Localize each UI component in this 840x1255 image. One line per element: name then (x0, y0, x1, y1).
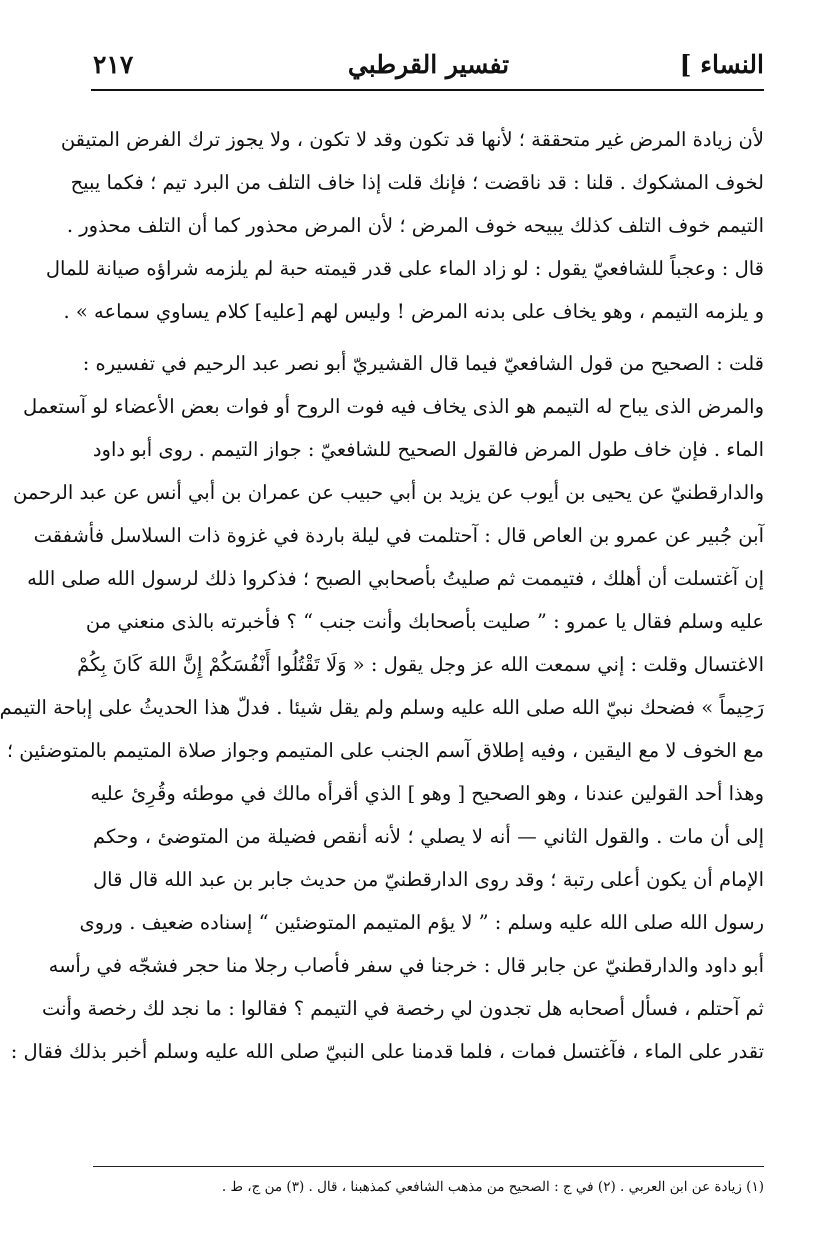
text-line: ثم آحتلم ، فسأل أصحابه هل تجدون لي رخصة في التيمم ؟ فقالوا : ما نجد لك رخصة وأنت (41, 997, 764, 1020)
text-line: الإمام أن يكون أعلى رتبة ؛ وقد روى الدارقطنيّ من حديث جابر بن عبد الله قال قال (93, 868, 764, 891)
footnotes: (١) زيادة عن ابن العربي . (٢) في ج : الصحيح من مذهب الشافعي كمذهبنا ، قال . (٣) من ج، ط . (221, 1179, 764, 1195)
text-line: الاغتسال وقلت : إني سمعت الله عز وجل يقول : « وَلَا تَقْتُلُوا أَنْفُسَكُمْ إِنَّ اللهَ كَانَ بِكُمْ (77, 653, 764, 676)
text-line: قال : وعجباً للشافعيّ يقول : لو زاد الماء على قدر قيمته حبة لم يلزمه شراؤه صيانة للمال (45, 257, 764, 280)
paragraph-gap (93, 333, 764, 342)
page-header (93, 40, 764, 90)
text-line: عليه وسلم فقال يا عمرو : ” صليت بأصحابك وأنت جنب “ ؟ فأخبرته بالذى منعني من (85, 610, 764, 633)
header-rule (91, 89, 764, 91)
text-line: والمرض الذى يباح له التيمم هو الذى يخاف فيه فوت الروح أو فوات بعض الأعضاء لو آستعمل (23, 395, 764, 418)
text-line: و يلزمه التيمم ، وهو يخاف على بدنه المرض ! وليس لهم [عليه] كلام يساوي سماعه » . (63, 300, 764, 323)
surah-name: النساء ] (679, 50, 764, 79)
text-line: آبن جُبير عن عمرو بن العاص قال : آحتلمت في ليلة باردة في غزوة ذات السلاسل فأشفقت (33, 524, 764, 547)
text-line: الماء . فإن خاف طول المرض فالقول الصحيح للشافعيّ : جواز التيمم . روى أبو داود (92, 438, 764, 461)
text-line: تقدر على الماء ، فآغتسل فمات ، فلما قدمنا على النبيّ صلى الله عليه وسلم أخبر بذلك فقال : (10, 1040, 764, 1063)
text-line: رسول الله صلى الله عليه وسلم : ” لا يؤم المتيمم المتوضئين “ إسناده ضعيف . وروى (79, 911, 764, 934)
book-title: تفسير القرطبي (347, 50, 510, 79)
footnote-rule (93, 1166, 764, 1167)
text-line: إن آغتسلت أن أهلك ، فتيممت ثم صليتُ بأصحابي الصبح ؛ فذكروا ذلك لرسول الله صلى الله (27, 567, 764, 590)
main-text (0, 118, 764, 1073)
text-line: إلى أن مات . والقول الثاني — أنه لا يصلي ؛ لأنه أنقص فضيلة من المتوضئ ، وحكم (93, 825, 764, 848)
text-line: قلت : الصحيح من قول الشافعيّ فيما قال القشيريّ أبو نصر عبد الرحيم في تفسيره : (82, 352, 764, 375)
text-line: وهذا أحد القولين عندنا ، وهو الصحيح [ وهو ] الذي أقرأه مالك في موطئه وقُرِئ عليه (90, 782, 764, 805)
page-number: ٢١٧ (93, 50, 134, 79)
text-line: مع الخوف لا مع اليقين ، وفيه إطلاق آسم الجنب على المتيمم وجواز صلاة المتيمم بالمتوضئين ؛ (6, 739, 764, 762)
text-line: لخوف المشكوك . قلنا : قد ناقضت ؛ فإنك قلت إذا خاف التلف من البرد تيم ؛ فكما يبيح (70, 171, 764, 194)
text-line: التيمم خوف التلف كذلك يبيحه خوف المرض ؛ لأن المرض محذور كما أن التلف محذور . (66, 214, 764, 237)
text-line: رَحِيماً » فضحك نبيّ الله صلى الله عليه وسلم ولم يقل شيئا . فدلّ هذا الحديثُ على إباحة التيمم (0, 696, 764, 719)
text-line: والدارقطنيّ عن يحيى بن أيوب عن يزيد بن أبي حبيب عن عمران بن أبي أنس عن عبد الرحمن (12, 481, 764, 504)
text-line: لأن زيادة المرض غير متحققة ؛ لأنها قد تكون وقد لا تكون ، ولا يجوز ترك الفرض المتيقن (60, 128, 764, 151)
text-line: أبو داود والدارقطنيّ عن جابر قال : خرجنا في سفر فأصاب رجلا منا حجر فشجّه في رأسه (48, 954, 764, 977)
